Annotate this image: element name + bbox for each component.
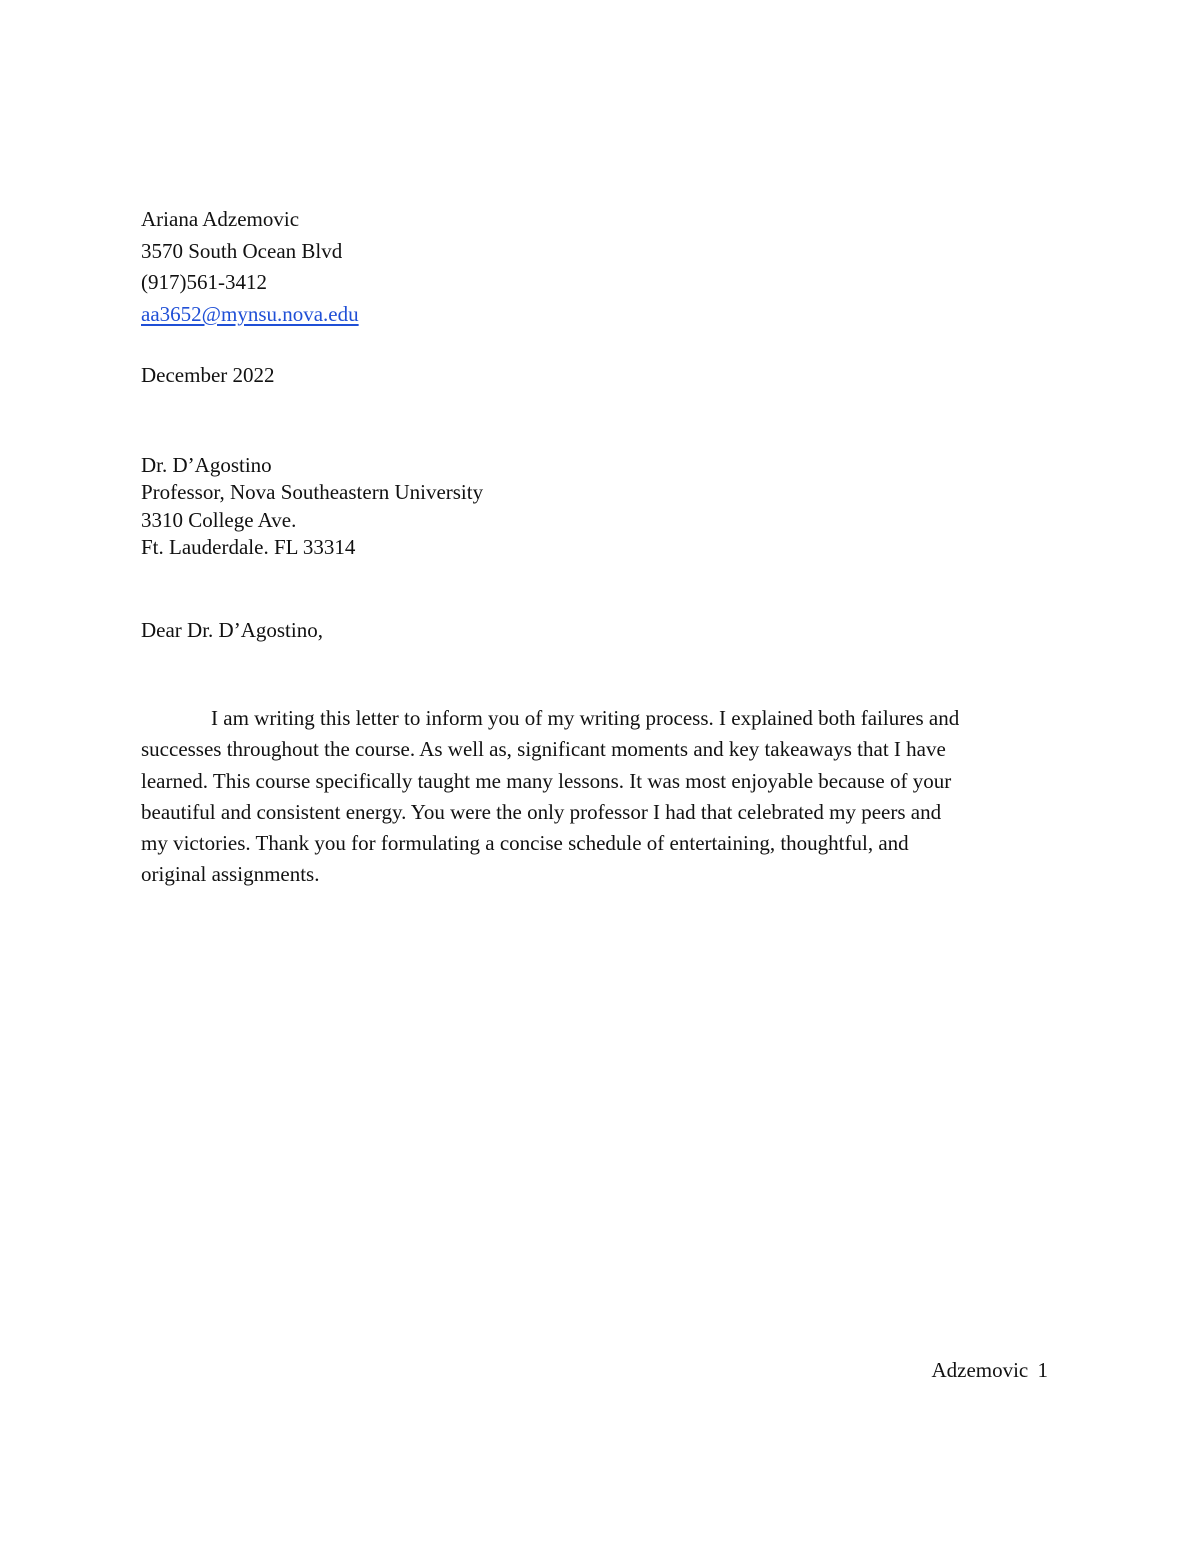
sender-address-block <box>141 204 359 330</box>
sender-street: 3570 South Ocean Blvd <box>141 238 343 263</box>
recipient-address-block <box>141 452 483 561</box>
body-line: my victories. Thank you for formulating a concise schedule of entertaining, thoughtful, and <box>141 831 909 856</box>
body-line: I am writing this letter to inform you of my writing process. I explained both failures and <box>211 706 960 730</box>
recipient-street: 3310 College Ave. <box>141 507 297 532</box>
recipient-city: Ft. Lauderdale. FL 33314 <box>141 534 356 559</box>
page-header-name-number: Adzemovic 1 <box>931 1358 1048 1382</box>
body-line: successes throughout the course. As well as, significant moments and key takeaways that I have <box>141 737 946 762</box>
body-line: beautiful and consistent energy. You were the only professor I had that celebrated my peers and <box>141 799 942 824</box>
sender-name: Ariana Adzemovic <box>141 207 300 231</box>
sender-phone: (917)561-3412 <box>141 270 267 294</box>
body-line: learned. This course specifically taught me many lessons. It was most enjoyable because of your <box>141 768 952 793</box>
body-line: original assignments. <box>141 862 320 887</box>
recipient-name: Dr. D’Agostino <box>141 453 272 477</box>
recipient-title: Professor, Nova Southeastern University <box>141 480 484 505</box>
salutation: Dear Dr. D’Agostino, <box>141 618 323 642</box>
body-paragraph <box>141 703 1056 891</box>
sender-email-link[interactable]: aa3652@mynsu.nova.edu <box>141 301 359 326</box>
letter-date: December 2022 <box>141 363 275 387</box>
